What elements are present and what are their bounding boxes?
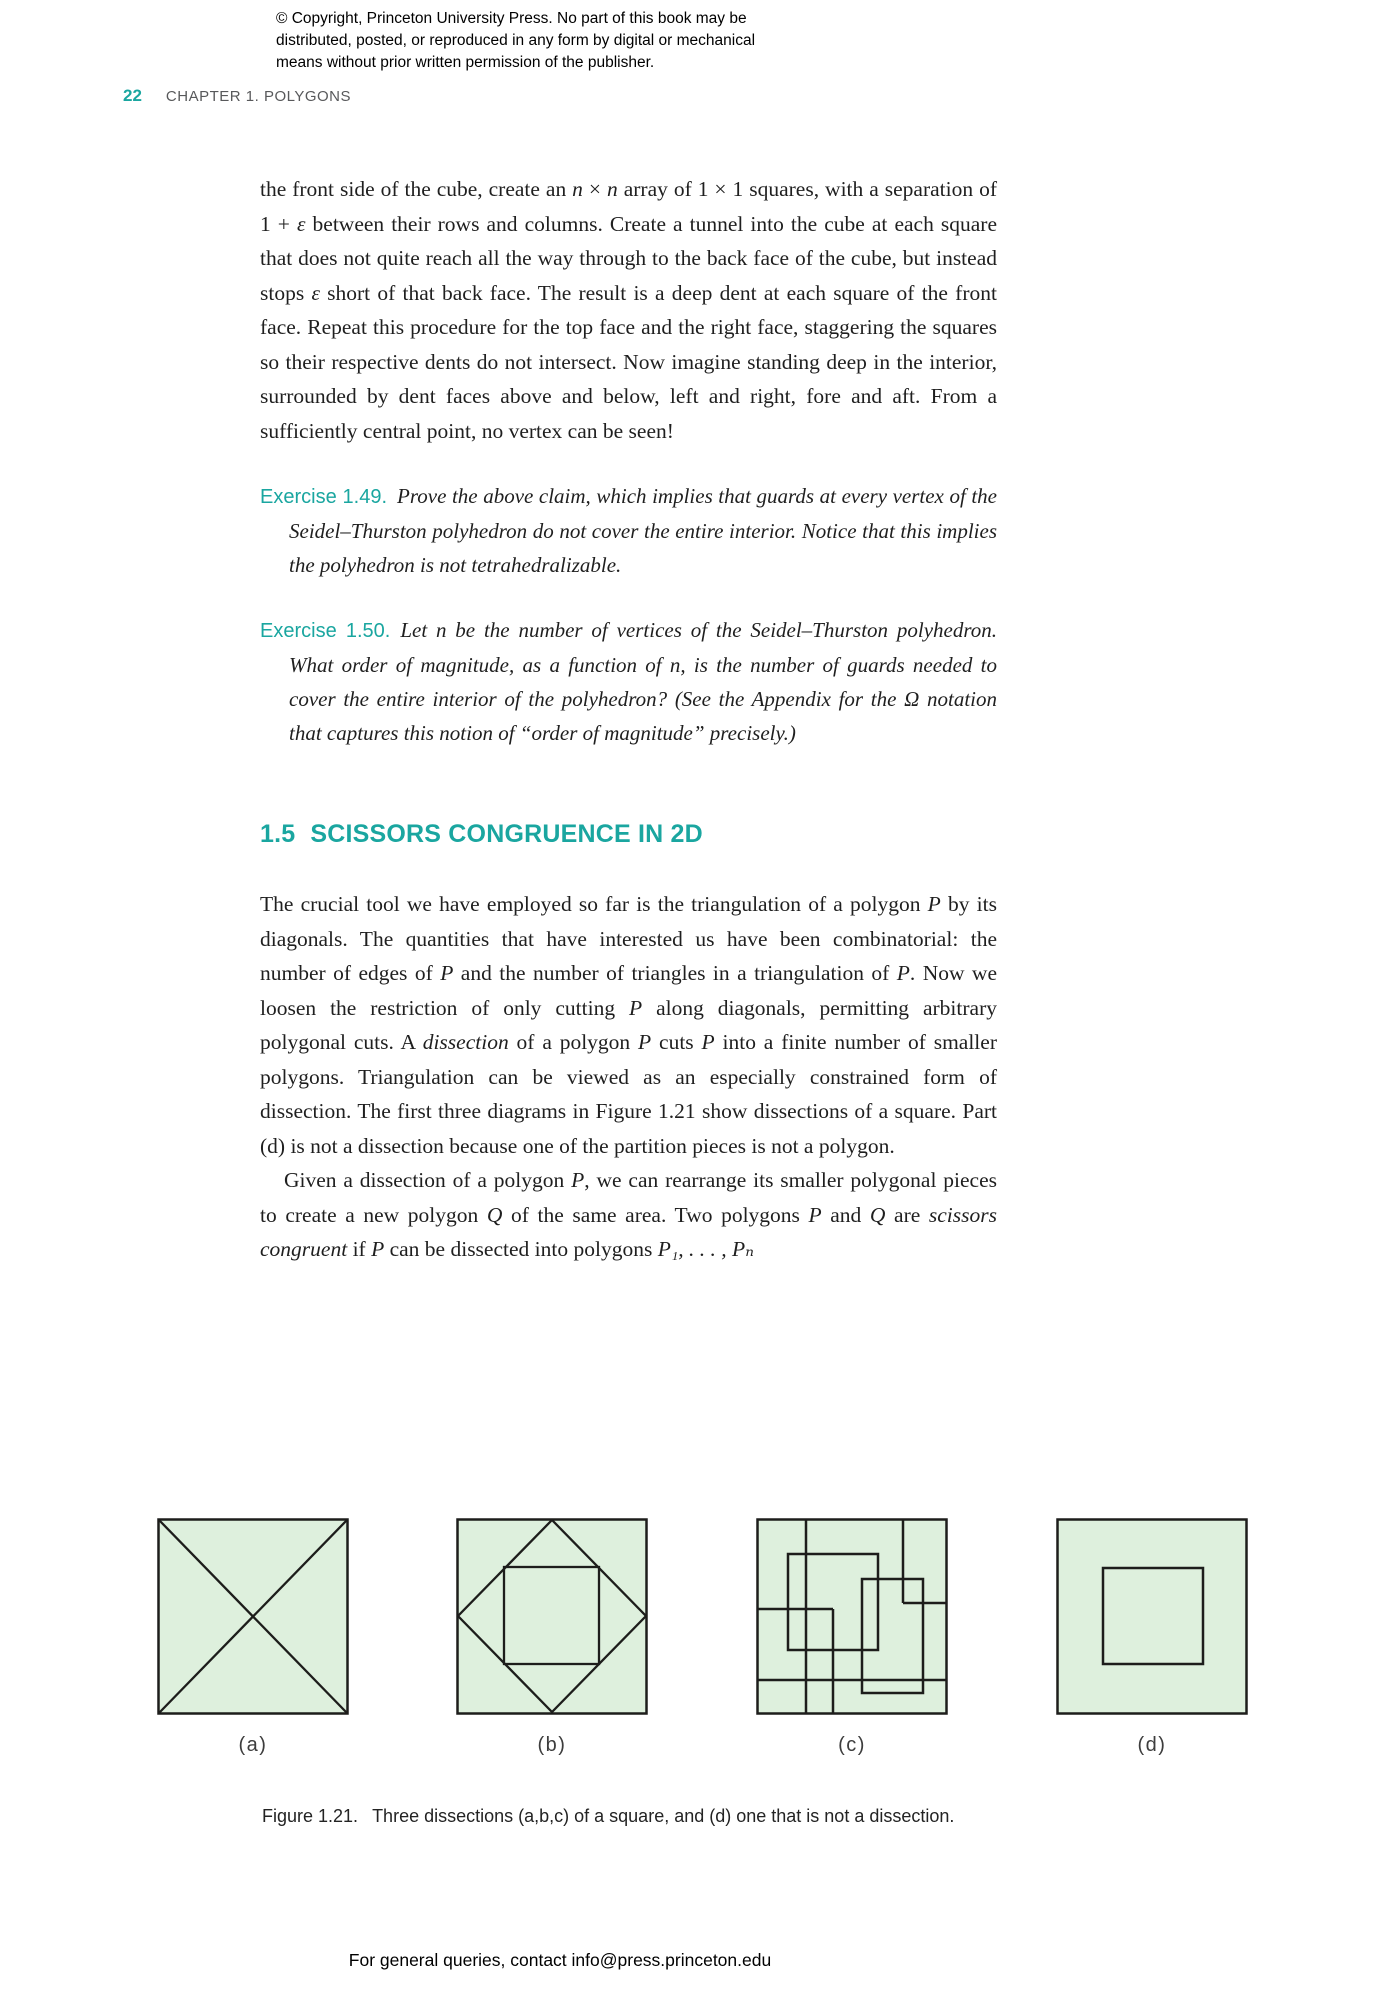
copyright-notice [276,8,876,74]
figure-panel-b-nested-squares [456,1518,648,1715]
figure-caption-label: Figure 1.21. [262,1806,359,1826]
paragraph-cube-dents: the front side of the cube, create an n × n array of 1 × 1 squares, with a separation of 1 + ε between their rows and columns. Create a tunnel into the cube at each square that does not quite reach all the way through to the back face of the cube, but instead stops ε short of that back face. The result is a deep dent at each square of the front face. Repeat this procedure for the top face and the right face, staggering the squares so their respective dents do not intersect. Now imagine standing deep in the interior, surrounded by dent faces above and below, left and right, fore and aft. From a sufficiently central point, no vertex can be seen! [260,177,997,443]
exercise-1-49-label: Exercise 1.49. [260,486,388,508]
exercise-1-49-body: Prove the above claim, which implies that guards at every vertex of the Seidel–Thurston polyhedron do not cover the entire interior. Notice that this implies the polyhedron is not tetrahedralizable. [289,484,997,577]
figure-panel-d-inner-square [1056,1518,1248,1715]
figure-panel-c-overlapping-rectangles [756,1518,948,1715]
exercise-1-49 [260,479,997,582]
figure-label-c: (c) [838,1734,866,1756]
section-title: SCISSORS CONGRUENCE IN 2D [310,820,703,848]
figure-label-b: (b) [537,1734,567,1756]
section-number: 1.5 [260,820,296,848]
copyright-line: means without prior written permission of the publisher. [276,54,655,71]
chapter-header: CHAPTER 1. POLYGONS [165,88,352,105]
paragraph-scissors-congruent: Given a dissection of a polygon P, we can rearrange its smaller polygonal pieces to create a new polygon Q of the same area. Two polygons P and Q are scissors congruent if P can be dissected into polygons P₁, . . . , Pₙ [260,1168,997,1261]
figure-caption [262,1806,1022,1827]
figure-label-d: (d) [1137,1734,1167,1756]
page-footer-contact: For general queries, contact info@press.princeton.edu [348,1950,772,1970]
figure-label-a: (a) [238,1734,268,1756]
copyright-line: distributed, posted, or reproduced in any form by digital or mechanical [276,32,756,49]
running-head [123,86,351,106]
exercise-1-50-label: Exercise 1.50. [260,620,391,642]
text-column [260,172,997,1267]
section-heading-1-5 [260,820,997,849]
exercise-1-50-body: Let n be the number of vertices of the Seidel–Thurston polyhedron. What order of magnitude, as a function of n, is the number of guards needed to cover the entire interior of the polyhedron? (See the Appendix for the Ω notation that captures this notion of “order of magnitude” precisely.) [289,618,997,745]
exercise-1-50 [260,613,997,750]
figure-caption-text: Three dissections (a,b,c) of a square, and (d) one that is not a dissection. [372,1806,955,1826]
page-number: 22 [123,86,142,105]
figure-panel-a-diagonals [157,1518,349,1715]
paragraph-dissection-intro: The crucial tool we have employed so far is the triangulation of a polygon P by its diagonals. The quantities that have interested us have been combinatorial: the number of edges of P and the number of triangles in a triangulation of P. Now we loosen the restriction of only cutting P along diagonals, permitting arbitrary polygonal cuts. A dissection of a polygon P cuts P into a finite number of smaller polygons. Triangulation can be viewed as an especially constrained form of dissection. The first three diagrams in Figure 1.21 show dissections of a square. Part (d) is not a dissection because one of the partition pieces is not a polygon. [260,892,998,1158]
copyright-line: © Copyright, Princeton University Press. No part of this book may be [276,10,747,27]
